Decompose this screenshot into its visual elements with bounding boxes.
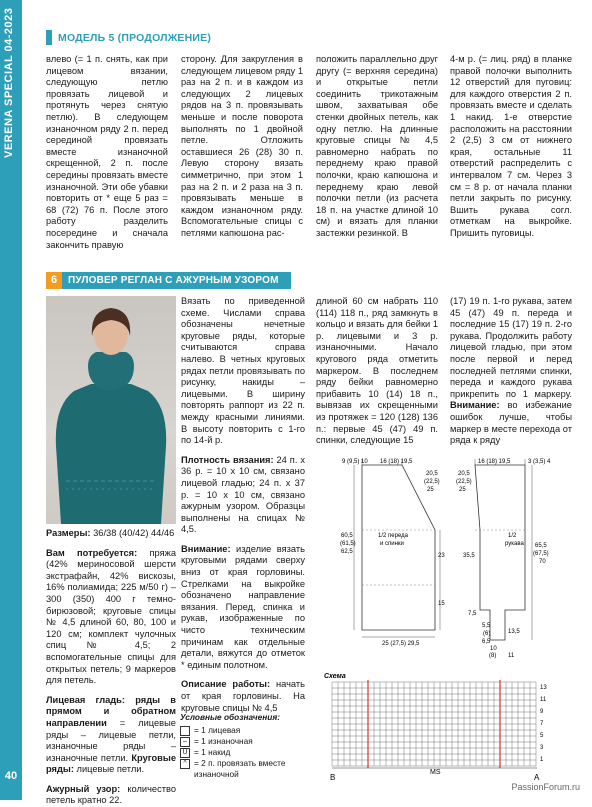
label-23: 23 <box>438 553 445 559</box>
label-top-right-b: 3 (3,5) 4 <box>528 459 551 465</box>
header-accent-bar <box>46 30 52 45</box>
knit-symbol <box>180 726 190 736</box>
label-7-5: 7,5 <box>468 611 477 617</box>
chart-label-a: A <box>534 773 540 782</box>
purl-two-together-symbol: ^ <box>180 759 190 769</box>
legend-item: ^ = 2 п. провязать вместе изнаночной <box>180 758 320 780</box>
label-70: 70 <box>539 559 546 565</box>
model6-column-4: (17) 19 п. 1-го рукава, затем 45 (47) 49 п. переда и последние 15 (17) 19 п. 2-го рукава. Продолжить работу лицевой гладью, при этом после первой и перед последней петлями спинки, переда и каждого рукава прикрепить по 1 маркеру. Внимание: во избежание ошибок лучше, чтобы маркер в месте перехода от ряда к ряду <box>450 296 572 446</box>
label-top-right-a: 16 (18) 19,5 <box>478 459 511 465</box>
label-62-5: 62,5 <box>341 549 353 555</box>
model5-column-2: сторону. Для закругления в следующем лицевом ряду 1 раз на 2 п. и в каждом из следующих 2 лицевых рядов на 3 п. провязывать меньше и после поворота выполнять по 1 двойной петле. Отложить оставшиеся 26 (28) 30 п. Левую сторону вязать симметрично, при этом 1 раз на 2 п. и 2 раза на 3 п. провязывать меньше в каждом изнаночном ряду. Вспомогательные спицы с петлями капюшона рас- <box>181 54 303 238</box>
label-6: (6) <box>483 631 491 637</box>
model5-title: МОДЕЛЬ 5 (ПРОДОЛЖЕНИЕ) <box>58 31 212 44</box>
label-35-5: 35,5 <box>463 553 475 559</box>
model5-header <box>46 30 211 45</box>
legend-item: – = 1 изнаночная <box>180 736 320 747</box>
label-22-5-b: (22,5) <box>456 479 472 485</box>
label-65-5: 65,5 <box>535 543 547 549</box>
sleeve-label-1: 1/2 <box>508 533 517 539</box>
label-13-5: 13,5 <box>508 629 520 635</box>
label-5-5: 5,5 <box>482 623 491 629</box>
label-25-a: 25 <box>427 487 434 493</box>
purl-symbol: – <box>180 737 190 747</box>
label-20-5-a: 20,5 <box>426 471 438 477</box>
footer-watermark: PassionForum.ru <box>511 782 580 792</box>
model6-header <box>46 272 291 289</box>
yarn-over-symbol: U <box>180 748 190 758</box>
label-22-5-a: (22,5) <box>424 479 440 485</box>
label-10: 10 <box>490 646 497 652</box>
legend <box>180 712 320 780</box>
label-top-left: 9 (9,5) 10 <box>342 459 368 465</box>
chart-row-labels <box>540 685 547 763</box>
legend-title: Условные обозначения: <box>180 712 280 722</box>
chart-row-label: 5 <box>540 733 544 739</box>
model6-number: 6 <box>46 272 62 289</box>
label-8: (8) <box>489 653 497 659</box>
label-top-mid: 16 (18) 19,5 <box>380 459 413 465</box>
label-61-5: (61,5) <box>340 541 356 547</box>
front-back-piece <box>354 459 440 637</box>
legend-item: U = 1 накид <box>180 747 320 758</box>
label-15: 15 <box>438 601 445 607</box>
chart-row-label: 3 <box>540 745 544 751</box>
chart-grid <box>332 680 536 768</box>
page-number: 40 <box>4 770 18 782</box>
pattern-schematic <box>340 455 562 660</box>
legend-item: = 1 лицевая <box>180 725 320 736</box>
chart-row-label: 1 <box>540 757 544 763</box>
label-60-5: 60,5 <box>341 533 353 539</box>
sleeve-label-2: рукава <box>505 541 524 547</box>
chart-row-label: 13 <box>540 685 547 691</box>
model6-column-3: длиной 60 см набрать 110 (114) 118 п., ряд замкнуть в кольцо и вязать для бейки 1 р. лицевыми и 3 р. изнаночными. Начало кругового ряда отметить маркером. В последнем ряду бейки равномерно прибавить 10 (14) 18 п., вывязав их скрещенными из протяжек = 120 (128) 136 п.: первые 45 (47) 49 п. спинки, следующие 15 <box>316 296 439 446</box>
chart-row-label: 9 <box>540 709 544 715</box>
chart-row-label: 11 <box>540 697 547 703</box>
label-11: 11 <box>508 653 515 659</box>
label-6-5: 6,5 <box>482 639 491 645</box>
stitch-chart <box>322 672 562 782</box>
model5-column-1: влево (= 1 п. снять, как при лицевом вязании, следующую петлю провязать лицевой и протянуть через снятую петлю). В следующем изнаночном ряду 2 п. перед серединой провязать вместе изнаночной скрещенной, 2 п. после середины провязать вместе изнаночной. Эти обе убавки повторить от * еще 5 раз = 68 (72) 76 п. После этого работу разделить посередине и сначала закончить правую <box>46 54 168 250</box>
chart-title: Схема <box>324 673 346 680</box>
label-bottom: 25 (27,5) 29,5 <box>382 641 420 647</box>
label-25-b: 25 <box>459 487 466 493</box>
sidebar <box>0 0 22 800</box>
front-label-1: 1/2 переда <box>378 533 408 539</box>
sleeve-piece <box>475 459 532 640</box>
magazine-title: VERENA SPECIAL 04-2023 <box>3 8 15 159</box>
sweater-photo <box>46 296 176 524</box>
model6-column-1: Размеры: 36/38 (40/42) 44/46 Вам потребуется: пряжа (42% мериносовой шерсти экстрафайн, 42% вискозы, 16% полиамида; 225 м/50 г) – 300 (350) 400 г темно-бирюзовой; круговые спицы № 4,5 длиной 60, 80, 100 и 120 см; комплект чулочных спиц № 4,5; 2 вспомогательные спицы для открытых петель; 9 маркеров для петель. Лицевая гладь: ряды в прямом и обратном направлении = лицевые ряды – лицевые петли, изнаночные ряды – изнаночные петли. Круговые ряды: лицевые петли. Ажурный узор: количество петель кратно 22. <box>46 528 176 806</box>
model5-column-3: положить параллельно друг другу (= верхняя середина) и открытые петли соединить трикотажным швом, захватывая обе стенки двойных петель, как одну петлю. На длинные круговые спицы № 4,5 равномерно набрать по переднему краю правой полочки, краю капюшона и переднему краю левой полочки петли (из расчета 18 п. на участке длиной 10 см) и вязать для планки застежки резинкой. В <box>316 54 438 238</box>
model5-column-4: 4-м р. (= лиц. ряд) в планке правой полочки выполнить 12 отверстий для пуговиц: для каждого отверстия 2 п. провязать вместе и сделать 1 накид. 1-е отверстие расположить на расстоянии 2 (2,5) 3 см от нижнего края, остальные 11 отверстий распределить с интервалом 7 см. Через 3 см = 8 р. от начала планки петли закрыть по рисунку. Вшить рукава согл. отметкам на выкройке. Пришить пуговицы. <box>450 54 572 238</box>
front-label-2: и спинки <box>380 541 404 547</box>
chart-row-label: 7 <box>540 721 544 727</box>
label-20-5-b: 20,5 <box>458 471 470 477</box>
model6-title: ПУЛОВЕР РЕГЛАН С АЖУРНЫМ УЗОРОМ <box>68 275 279 286</box>
model6-column-2: Вязать по приведенной схеме. Числами справа обозначены нечетные круговые ряды, которые считываются справа налево. В четных круговых рядах петли провязывать по рисунку, накиды – лицевыми. В ширину повторять раппорт из 22 п. между красными линиями. В высоту повторить с 1-го по 14-й р. Плотность вязания: 24 п. х 36 р. = 10 х 10 см, связано лицевой гладью; 24 п. х 37 р. = 10 х 10 см, связано ажурным узором. Образцы выполнены на спицах № 4,5. Внимание: изделие вязать круговыми рядами сверху вниз от края горловины. Стрелками на выкройке обозначено направление вязания. Перед, спинка и рукав, изображенные по чисто техническим причинам как отдельные детали, вяжутся до отметок * единым полотном. Описание работы: начать от края горловины. На круговые спицы № 4,5 <box>181 296 305 713</box>
chart-label-ms: MS <box>430 769 441 776</box>
label-67-5: (67,5) <box>533 551 549 557</box>
chart-label-b: B <box>330 773 336 782</box>
